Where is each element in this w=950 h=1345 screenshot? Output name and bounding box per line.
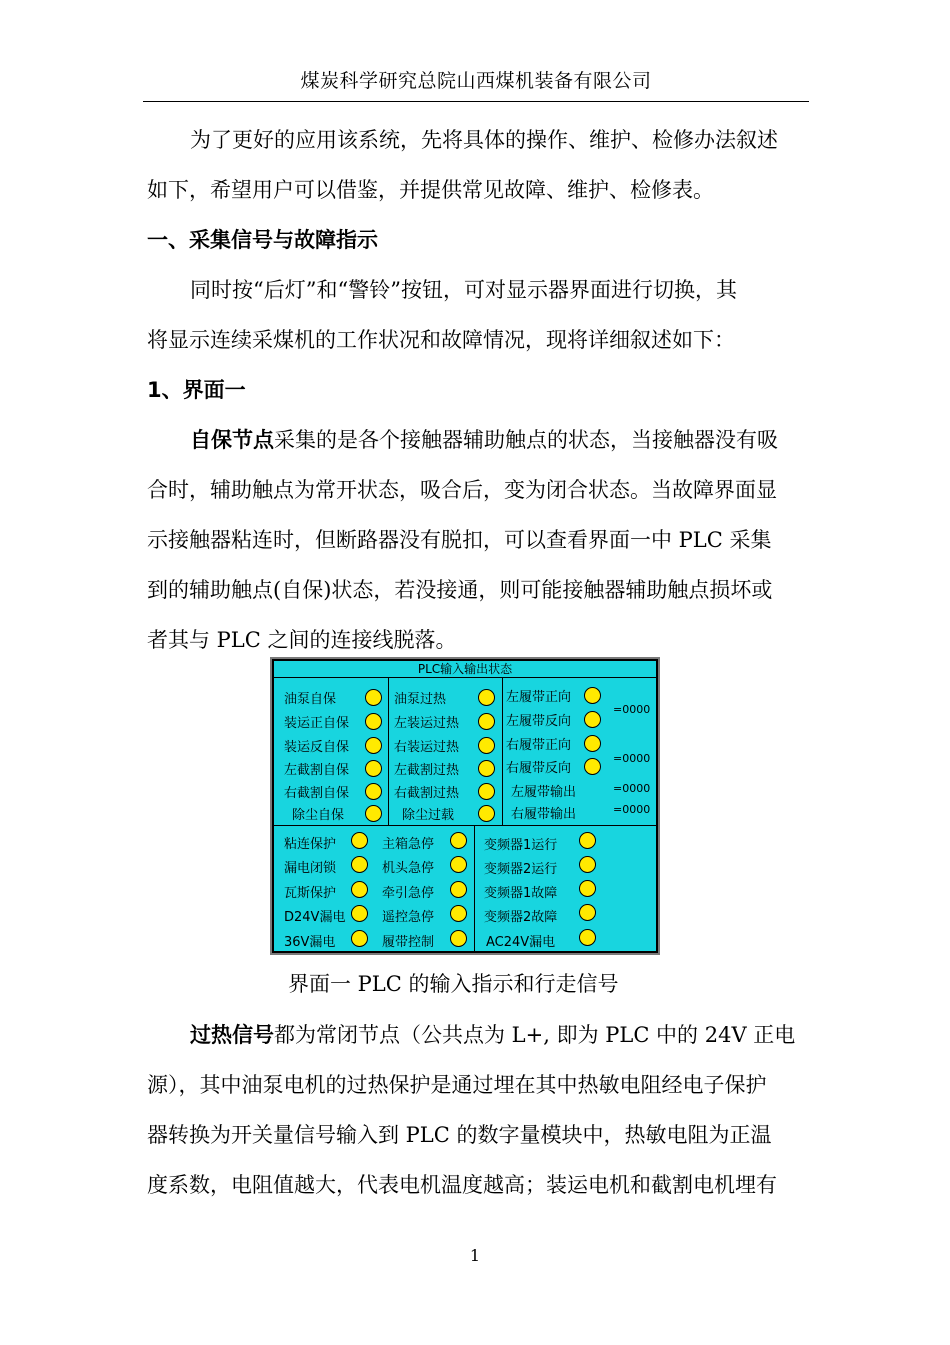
label-left-cut-self-hold: 左截割自保 [284,763,350,778]
status-lamp [450,832,467,849]
status-lamp [478,760,495,777]
status-lamp [478,805,495,822]
label-leak-lock: 漏电闭锁 [284,861,337,876]
paragraph-line: 度系数，电阻值越大，代表电机温度越高；装运电机和截割电机埋有 [147,1173,777,1197]
label-remote-estop: 遥控急停 [382,910,435,925]
paragraph-line [190,1025,795,1046]
status-lamp [365,783,382,800]
status-lamp [351,930,368,947]
status-lamp [579,929,596,946]
label-main-box-estop: 主箱急停 [382,837,435,852]
status-lamp [365,805,382,822]
paragraph-line: 为了更好的应用该系统，先将具体的操作、维护、检修办法叙述 [190,128,778,152]
status-lamp [478,689,495,706]
label-traction-estop: 牵引急停 [382,886,435,901]
label-left-track-reverse: 左履带反向 [506,714,572,729]
label-ac24v-leak: AC24V漏电 [486,935,556,950]
paragraph-line: 示接触器粘连时，但断路器没有脱扣，可以查看界面一中 PLC 采集 [147,528,772,552]
label-vfd2-fault: 变频器2故障 [484,910,558,925]
value-right-track-output: =0000 [613,803,651,816]
figure-caption: 界面一 PLC 的输入指示和行走信号 [288,972,619,996]
status-lamp [450,881,467,898]
panel-divider [388,677,389,825]
status-lamp [365,689,382,706]
label-dust-overload: 除尘过载 [402,808,455,823]
value-left-track-output: =0000 [613,782,651,795]
status-lamp [584,735,601,752]
status-lamp [351,856,368,873]
label-gas-protect: 瓦斯保护 [284,886,337,901]
value-right-track: =0000 [613,752,651,765]
label-head-estop: 机头急停 [382,861,435,876]
subsection-heading: 1、界面一 [147,378,246,402]
label-vfd2-run: 变频器2运行 [484,862,558,877]
paragraph-line: 者其与 PLC 之间的连接线脱落。 [147,628,457,652]
paragraph-line [190,430,778,451]
panel-title: PLC输入输出状态 [274,661,656,678]
label-36v-leak: 36V漏电 [284,935,336,950]
paragraph-line: 如下，希望用户可以借鉴，并提供常见故障、维护、检修表。 [147,178,714,202]
status-lamp [579,856,596,873]
status-lamp [584,711,601,728]
label-right-track-output: 右履带输出 [511,807,577,822]
label-right-cut-self-hold: 右截割自保 [284,786,350,801]
status-lamp [450,930,467,947]
value-left-track: =0000 [613,703,651,716]
label-vfd1-fault: 变频器1故障 [484,886,558,901]
paragraph-line: 器转换为开关量信号输入到 PLC 的数字量模块中，热敏电阻为正温 [147,1123,772,1147]
status-lamp [478,737,495,754]
status-lamp [365,713,382,730]
page-number: 1 [469,1246,481,1265]
plc-status-panel [272,659,658,953]
label-load-reverse-self-hold: 装运反自保 [284,740,350,755]
paragraph-line: 将显示连续采煤机的工作状况和故障情况，现将详细叙述如下： [147,328,735,352]
status-lamp [365,737,382,754]
paragraph-line: 源），其中油泵电机的过热保护是通过埋在其中热敏电阻经电子保护 [147,1073,767,1097]
label-right-load-overheat: 右装运过热 [394,740,460,755]
label-d24v-leak: D24V漏电 [284,910,346,925]
panel-divider [274,825,656,826]
label-right-track-reverse: 右履带反向 [506,761,572,776]
page-header: 煤炭科学研究总院山西煤机装备有限公司 [143,66,809,102]
term-self-hold: 自保节点 [190,428,274,452]
label-oil-pump-overheat: 油泵过热 [394,692,447,707]
panel-divider [474,825,475,951]
label-oil-pump-self-hold: 油泵自保 [284,692,337,707]
status-lamp [351,881,368,898]
status-lamp [579,832,596,849]
label-left-load-overheat: 左装运过热 [394,716,460,731]
status-lamp [584,758,601,775]
label-right-cut-overheat: 右截割过热 [394,786,460,801]
paragraph-text: 采集的是各个接触器辅助触点的状态，当接触器没有吸 [274,428,778,452]
status-lamp [584,687,601,704]
status-lamp [351,905,368,922]
paragraph-line: 合时，辅助触点为常开状态，吸合后，变为闭合状态。当故障界面显 [147,478,777,502]
status-lamp [450,856,467,873]
section-heading: 一、采集信号与故障指示 [147,228,378,252]
label-dust-self-hold: 除尘自保 [292,808,345,823]
label-stick-protect: 粘连保护 [284,837,337,852]
label-load-forward-self-hold: 装运正自保 [284,716,350,731]
label-left-track-forward: 左履带正向 [506,690,572,705]
status-lamp [579,880,596,897]
label-track-control: 履带控制 [382,935,435,950]
term-overheat-signal: 过热信号 [190,1023,274,1047]
status-lamp [450,905,467,922]
status-lamp [478,783,495,800]
paragraph-line: 同时按“后灯”和“警铃”按钮，可对显示器界面进行切换，其 [190,278,737,302]
status-lamp [365,760,382,777]
status-lamp [579,904,596,921]
paragraph-text: 都为常闭节点（公共点为 L+, 即为 PLC 中的 24V 正电 [274,1023,796,1047]
label-right-track-forward: 右履带正向 [506,738,572,753]
panel-divider [502,677,503,825]
label-left-track-output: 左履带输出 [511,785,577,800]
label-vfd1-run: 变频器1运行 [484,838,558,853]
label-left-cut-overheat: 左截割过热 [394,763,460,778]
status-lamp [351,832,368,849]
paragraph-line: 到的辅助触点(自保)状态，若没接通，则可能接触器辅助触点损坏或 [147,578,773,602]
status-lamp [478,713,495,730]
